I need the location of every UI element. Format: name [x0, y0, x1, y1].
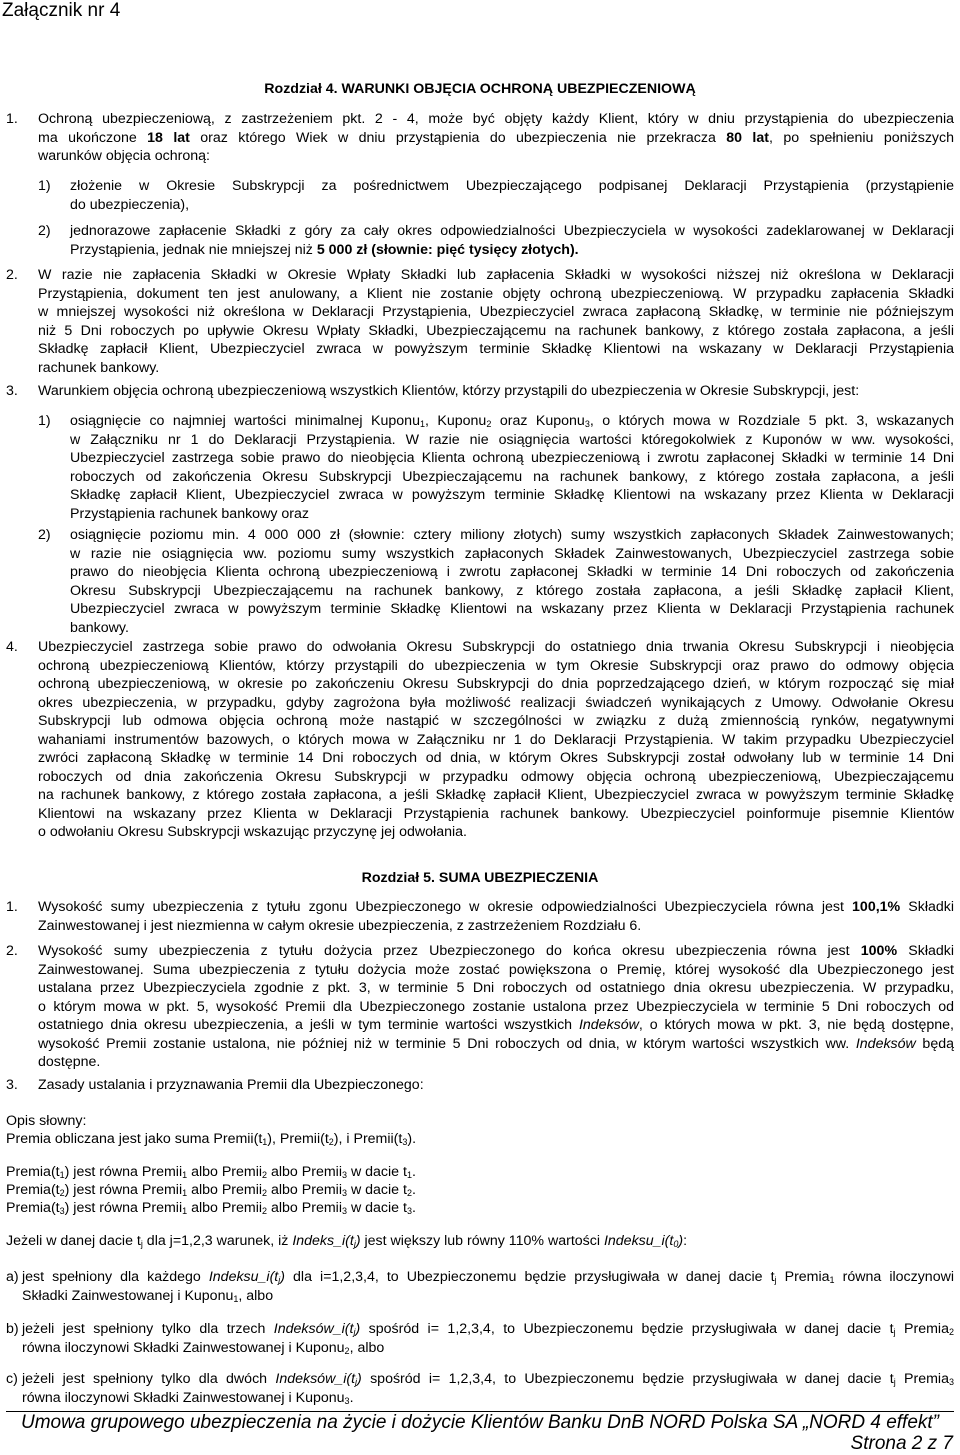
- ch4-p1-number: 1.: [6, 111, 18, 127]
- annex-header: Załącznik nr 4: [2, 0, 121, 21]
- ch4-p4-number: 4.: [6, 639, 18, 655]
- ch5-p2-number: 2.: [6, 943, 18, 959]
- ch4-p1-item2: jednorazowe zapłacenie Składki z góry za cały okres odpowiedzialności Ubezpieczyciela w wysokości zadeklarowanej w Deklaracji Przystąpienia, jednak nie mniejszej niż 5 000 zł (słownie: pięć tysięcy złotych).: [70, 223, 954, 258]
- ch4-p2: W razie nie zapłacenia Składki w Okresie Wpłaty Składki lub zapłacenia Składki w wysokości niższej niż określona w Deklaracji Przystąpienia, dokument ten jest anulowany, a Klient nie zostanie objęty ochroną ubezpieczeniową. W przypadku zapłacenia Składki w mniejszej wysokości niż określona w Deklaracji Przystąpienia, Ubezpieczyciel zwraca zapłaconą Składkę, w terminie nie późniejszym niż 5 Dni roboczych po upływie Okresu Wpłaty Składki, Ubezpieczającemu na rachunek bankowy, z którego została zapłacona, a jeśli Składkę zapłacił Klient, Ubezpieczyciel zwraca w powyższym terminie Składkę Klientowi na wskazany w Deklaracji Przystąpienia rachunek bankowy.: [38, 267, 954, 376]
- ch4-p1-item2-number: 2): [38, 223, 51, 239]
- footer-title: Umowa grupowego ubezpieczenia na życie i dożycie Klientów Banku DnB NORD Polska SA „NORD 4 effekt”: [20, 1412, 940, 1433]
- ch4-p3-number: 3.: [6, 383, 18, 399]
- premia-row-3: $Premia(t_3)$ jest równa Premii$_1$ albo Premii$_2$ albo Premii$_3$ w dacie $t_3$.: [6, 1200, 416, 1216]
- ch4-p1-line2: ma ukończone 18 lat oraz którego Wiek w dniu przystąpienia do ubezpieczenia nie przekracza 80 lat, po spełnieniu poniższych: [38, 129, 955, 146]
- ch5-p3-number: 3.: [6, 1077, 18, 1093]
- opis-slowny-label: Opis słowny:: [6, 1113, 87, 1129]
- item-a: jest spełniony dla każdego $Indeksu\_i(t_j)$ dla i=1,2,3,4, to Ubezpieczonemu będzie przysługiwała w danej dacie $t_j$ Premia$_1$ równa iloczynowi Składki Zainwestowanej i Kuponu$_1$, albo: [22, 1269, 954, 1304]
- page-number: Strona 2 z 7: [850, 1433, 953, 1454]
- ch4-p3-item2: osiągnięcie poziomu min. 4 000 000 zł (słownie: cztery miliony złotych) sumy wszystkich zapłaconych Składek Zainwestowanych; w razie nie osiągnięcia ww. poziomu sumy wszystkich zapłaconych Składek Zainwestowanych, Ubezpieczyciel zastrzega sobie prawo do nieobjęcia Klienta ochroną ubezpieczeniową i zwrotu zapłaconej Składki w terminie 14 Dni roboczych od zakończenia Okresu Subskrypcji Ubezpieczającemu na rachunek bankowy, z którego została zapłacona, a jeśli Składkę zapłacił Klient, Ubezpieczyciel zwraca w powyższym terminie Składkę Klientowi na wskazany przez Klienta w Deklaracji Przystąpienia rachunek bankowy.: [70, 527, 954, 636]
- ch4-p3-item1: osiągnięcie co najmniej wartości minimalnej Kuponu$_1$, Kuponu$_2$ oraz Kuponu$_3$, o których mowa w Rozdziale 5 pkt. 3, wskazanych w Załączniku nr 1 do Deklaracji Przystąpienia. W razie nie osiągnięcia wartości któregokolwiek z Kuponów w ww. wysokości, Ubezpieczyciel zastrzega sobie prawo do nieobjęcia Klienta ochroną ubezpieczeniową i zwrotu zapłaconej Składki w terminie 14 Dni roboczych od zakończenia Okresu Subskrypcji Ubezpieczającemu na rachunek bankowy, z którego została zapłacona, a jeśli Składkę zapłacił Klient, Ubezpieczyciel zwraca w powyższym terminie Składkę Klientowi na wskazany przez Klienta w Deklaracji Przystąpienia rachunek bankowy oraz: [70, 413, 954, 522]
- ch4-p1: [38, 110, 954, 166]
- ch4-p1-item1-number: 1): [38, 178, 51, 194]
- premia-sum-line: Premia obliczana jest jako suma $Premii(t_1)$, $Premii(t_2)$, i $Premii(t_3)$.: [6, 1131, 417, 1147]
- ch4-p1-line3: warunków objęcia ochroną:: [38, 148, 210, 164]
- ch4-p4: Ubezpieczyciel zastrzega sobie prawo do odwołania Okresu Subskrypcji do ostatniego dnia trwania Okresu Subskrypcji i nieobjęcia ochroną ubezpieczeniową Klientów, którzy przystąpili do ubezpieczenia w tym Okresie Subskrypcji oraz prawo do odmowy objęcia ochroną ubezpieczeniową, w okresie po zakończeniu Okresu Subskrypcji do dnia poprzedzającego dzień, w którym rozpocząć się miał okres ubezpieczenia, w przypadku, gdyby zagrożona była możliwość realizacji świadczeń wynikających z Umowy. Odwołanie Okresu Subskrypcji lub odmowa objęcia ochroną może nastąpić w szczególności w związku z dużą zmiennością rynków, negatywnymi wahaniami instrumentów bazowych, o których mowa w Załączniku nr 1 do Deklaracji Przystąpienia. W takim przypadku Ubezpieczyciel zwróci zapłaconą Składkę w terminie 14 Dni roboczych od dnia, w którym Okres Subskrypcji został odwołany lub w terminie 14 Dni roboczych od dnia zakończenia Okresu Subskrypcji w przypadku odmowy objęcia ochroną ubezpieczeniową, Ubezpieczającemu na rachunek bankowy, z którego została zapłacona, a jeśli Składkę zapłacił Klient, Ubezpieczyciel zwraca w powyższym terminie Składkę Klientowi na wskazany przez Klienta w Deklaracji Przystąpienia rachunek bankowy. Ubezpieczyciel poinformuje pisemnie Klientów o odwołaniu Okresu Subskrypcji wskazując przyczynę jej odwołania.: [38, 639, 954, 840]
- item-b: jeżeli jest spełniony tylko dla trzech $Indeksów\_i(t_j)$ spośród i= 1,2,3,4, to Ubezpieczonemu będzie przysługiwała w danej dacie $t_j$ Premia$_2$ równa iloczynowi Składki Zainwestowanej i Kuponu$_2$, albo: [22, 1321, 954, 1356]
- ch4-p3-item1-number: 1): [38, 413, 51, 429]
- ch4-p3-item2-number: 2): [38, 527, 51, 543]
- chapter-5-title: Rozdział 5. SUMA UBEZPIECZENIA: [361, 870, 599, 886]
- ch4-p1-item1: złożenie w Okresie Subskrypcji za pośrednictwem Ubezpieczającego podpisanej Deklaracji Przystąpienia (przystąpienie do ubezpieczenia),: [70, 178, 954, 213]
- ch4-p1-line1: Ochroną ubezpieczeniową, z zastrzeżeniem pkt. 2 - 4, może być objęty każdy Klient, który w dniu przystąpienia do ubezpieczenia: [38, 111, 954, 127]
- ch5-p3: Zasady ustalania i przyznawania Premii dla Ubezpieczonego:: [38, 1077, 424, 1093]
- ch5-p1: Wysokość sumy ubezpieczenia z tytułu zgonu Ubezpieczonego w okresie odpowiedzialności Ubezpieczyciela równa jest 100,1% Składki Zainwestowanej i jest niezmienna w całym okresie ubezpieczenia, z zastrzeżeniem Rozdziału 6.: [38, 899, 954, 934]
- premia-row-1: $Premia(t_1)$ jest równa Premii$_1$ albo Premii$_2$ albo Premii$_3$ w dacie $t_1$.: [6, 1164, 416, 1180]
- ch4-p3-intro: Warunkiem objęcia ochroną ubezpieczeniową wszystkich Klientów, którzy przystąpili do ubezpieczenia w Okresie Subskrypcji, jest:: [38, 383, 860, 399]
- chapter-4-title: Rozdział 4. WARUNKI OBJĘCIA OCHRONĄ UBEZPIECZENIOWĄ: [264, 81, 696, 97]
- item-b-label: b): [6, 1321, 19, 1337]
- condition-line: Jeżeli w danej dacie $t_j$ dla j=1,2,3 warunek, iż $Indeks\_i(t_j)$ jest większy lub równy 110% wartości $Indeksu\_i(t_0)$:: [6, 1233, 688, 1249]
- ch5-p2: Wysokość sumy ubezpieczenia z tytułu dożycia przez Ubezpieczonego do końca okresu ubezpieczenia równa jest 100% Składki Zainwestowanej. Suma ubezpieczenia z tytułu dożycia może zostać powiększona o Premię, której wysokość dla Ubezpieczonego jest ustalana przez Ubezpieczyciela zgodnie z pkt. 3, w terminie 5 Dni roboczych od ostatniego dnia okresu ubezpieczenia. W przypadku, o którym mowa w pkt. 5, wysokość Premii dla Ubezpieczonego zostanie ustalona przez Ubezpieczyciela w terminie 5 Dni roboczych od ostatniego dnia okresu ubezpieczenia, a jeśli w tym terminie wartości wszystkich Indeksów, o których mowa w pkt. 3, nie będą dostępne, wysokość Premii zostanie ustalona, nie później niż w terminie 5 Dni roboczych od dnia, w którym wartości wszystkich ww. Indeksów będą dostępne.: [38, 943, 954, 1070]
- premia-row-2: $Premia(t_2)$ jest równa Premii$_1$ albo Premii$_2$ albo Premii$_3$ w dacie $t_2$.: [6, 1182, 416, 1198]
- ch5-p1-number: 1.: [6, 899, 18, 915]
- ch4-p2-number: 2.: [6, 267, 18, 283]
- item-a-label: a): [6, 1269, 19, 1285]
- item-c-label: c): [6, 1371, 18, 1387]
- item-c: jeżeli jest spełniony tylko dla dwóch $Indeksów\_i(t_j)$ spośród i= 1,2,3,4, to Ubezpieczonemu będzie przysługiwała w danej dacie $t_j$ Premia$_3$ równa iloczynowi Składki Zainwestowanej i Kuponu$_3$.: [22, 1371, 954, 1406]
